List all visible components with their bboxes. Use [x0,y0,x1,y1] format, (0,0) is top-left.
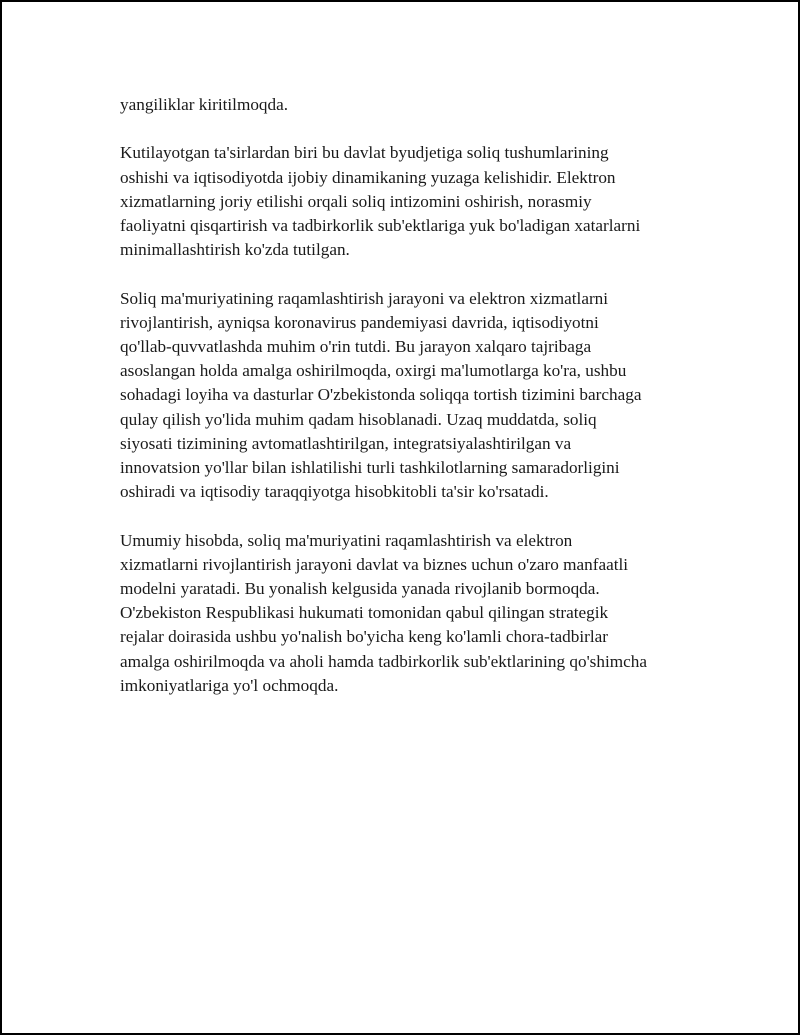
paragraph-2: Kutilayotgan ta'sirlardan biri bu davlat byudjetiga soliq tushumlarining oshishi va iqtisodiyotda ijobiy dinamikaning yuzaga kelishidir. Elektron xizmatlarning joriy etilishi orqali soliq intizomini oshirish, norasmiy faoliyatni qisqartirish va tadbirkorlik sub'ektlariga yuk bo'ladigan xatarlarni minimallashtirish ko'zda tutilgan. [120,143,641,260]
paragraph-3: Soliq ma'muriyatining raqamlashtirish jarayoni va elektron xizmatlarni rivojlantirish, ayniqsa koronavirus pandemiyasi davrida, iqtisodiyotni qo'llab-quvvatlashda muhim o'rin tutdi. Bu jarayon xalqaro tajribaga asoslangan holda amalga oshirilmoqda, oxirgi ma'lumotlarga ko'ra, ushbu sohadagi loyiha va dasturlar O'zbekistonda soliqqa tortish tizimini barchaga qulay qilish yo'lida muhim qadam hisoblanadi. Uzaq muddatda, soliq siyosati tizimining avtomatlashtirilgan, integratsiyalashtirilgan va innovatsion yo'llar bilan ishlatilishi turli tashkilotlarning samaradorligini oshiradi va iqtisodiy taraqqiyotga hisobkitobli ta'sir ko'rsatadi. [120,288,642,502]
document-body [120,93,720,722]
paragraph-4: Umumiy hisobda, soliq ma'muriyatini raqamlashtirish va elektron xizmatlarni rivojlantirish jarayoni davlat va biznes uchun o'zaro manfaatli modelni yaratadi. Bu yonalish kelgusida yanada rivojlanib bormoqda. O'zbekiston Respublikasi hukumati tomonidan qabul qilingan strategik rejalar doirasida ushbu yo'nalish bo'yicha keng ko'lamli chora-tadbirlar amalga oshirilmoqda va aholi hamda tadbirkorlik sub'ektlarining qo'shimcha imkoniyatlariga yo'l ochmoqda. [120,530,647,695]
paragraph-1: yangiliklar kiritilmoqda. [120,95,289,114]
